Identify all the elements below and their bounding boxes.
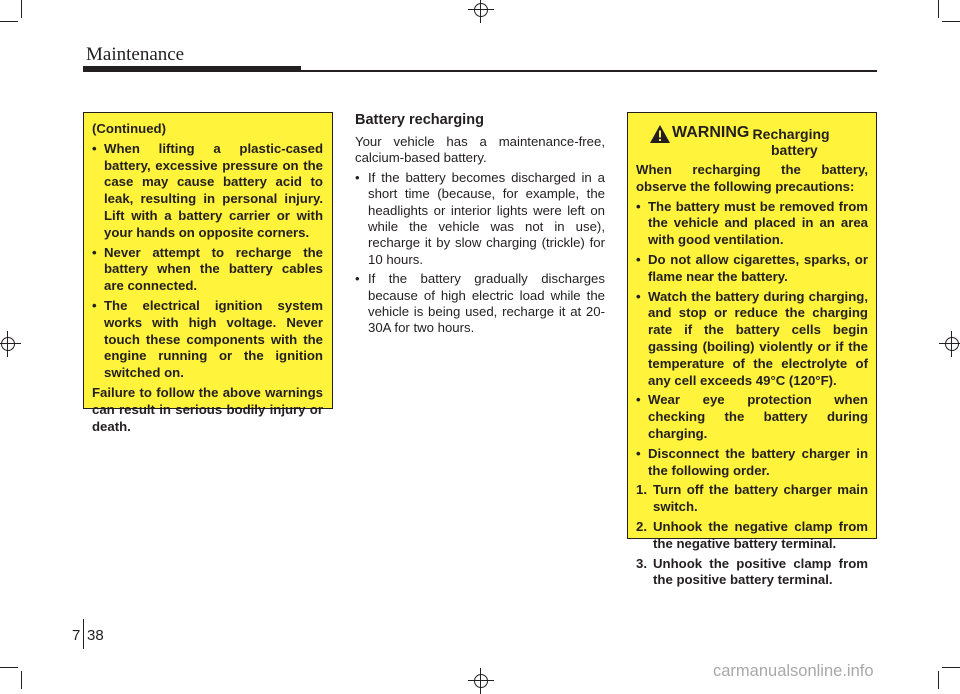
- registration-mark-bottom: [472, 672, 490, 690]
- caution-bullet: • Never attempt to recharge the battery when the battery cables are connected.: [92, 245, 323, 295]
- warning-intro: When recharging the battery, observe the following precautions:: [636, 162, 868, 194]
- warning-triangle-icon: [649, 124, 671, 144]
- header-rule-thick: [83, 66, 301, 72]
- recharge-bullet: • If the battery gradually discharges because of high electric load while the vehicle is being used, recharge it at 20-30A for two hours.: [355, 271, 605, 337]
- step-text: Unhook the positive clamp from the positive battery terminal.: [653, 555, 868, 588]
- warning-word: WARNING: [672, 124, 750, 141]
- battery-recharging-section: [355, 112, 605, 340]
- warning-bullet: • Wear eye protection when checking the battery during charging.: [636, 392, 868, 442]
- crop-mark-tl-h: [0, 21, 18, 22]
- caution-closing: Failure to follow the above warnings can result in serious bodily injury or death.: [92, 384, 323, 434]
- warning-step: [636, 556, 868, 590]
- step-number: 2.: [636, 518, 647, 534]
- crop-mark-br-h: [942, 667, 960, 668]
- crop-mark-br-v: [938, 671, 939, 689]
- warning-subtitle-line2: battery: [771, 142, 818, 158]
- step-text: Unhook the negative clamp from the negative battery terminal.: [653, 518, 868, 551]
- page-number: 38: [87, 627, 104, 644]
- crop-mark-bl-v: [21, 671, 22, 689]
- warning-bullet: • Disconnect the battery charger in the following order.: [636, 446, 868, 480]
- crop-mark-tr-v: [938, 0, 939, 18]
- warning-bullet: • Do not allow cigarettes, sparks, or flame near the battery.: [636, 252, 868, 286]
- crop-mark-tl-v: [21, 0, 22, 18]
- warning-step: [636, 519, 868, 553]
- warning-bullet: • Watch the battery during charging, and stop or reduce the charging rate if the battery cells begin gassing (boiling) violently or if the temperature of the electrolyte of any cell exceeds 49°C (120°F).: [636, 289, 868, 390]
- registration-mark-left: [0, 335, 17, 353]
- warning-subtitle-line1: - Recharging: [744, 126, 830, 142]
- chapter-number: 7: [72, 627, 81, 644]
- watermark: carmanualsonline.info: [713, 662, 874, 680]
- step-number: 1.: [636, 482, 647, 498]
- section-heading: Battery recharging: [355, 112, 484, 128]
- recharge-bullet: • If the battery becomes discharged in a short time (because, for example, the headlights or interior lights were left on while the vehicle was not in use), recharge it by slow charging (trickle) for 10 hours.: [355, 170, 605, 268]
- footer-rule: [83, 619, 84, 649]
- warning-bullet: • The battery must be removed from the vehicle and placed in an area with good ventilation.: [636, 199, 868, 249]
- crop-mark-tr-h: [942, 21, 960, 22]
- step-number: 3.: [636, 555, 647, 571]
- warning-step: [636, 482, 868, 516]
- section-intro: Your vehicle has a maintenance-free, calcium-based battery.: [355, 134, 605, 166]
- caution-bullet: • When lifting a plastic-cased battery, excessive pressure on the case may cause battery acid to leak, resulting in personal injury. Lift with a battery carrier or with your hands on opposite corners.: [92, 141, 323, 242]
- registration-mark-top: [472, 1, 490, 19]
- warning-box: [627, 112, 877, 588]
- continued-label: (Continued): [92, 121, 166, 136]
- registration-mark-right: [943, 335, 960, 353]
- header-rule-thin: [301, 70, 877, 72]
- step-text: Turn off the battery charger main switch.: [653, 482, 868, 515]
- crop-mark-bl-h: [0, 667, 18, 668]
- caution-bullet: • The electrical ignition system works with high voltage. Never touch these components with the engine running or the ignition switched on.: [92, 298, 323, 382]
- warning-header: [636, 122, 868, 162]
- section-title: Maintenance: [86, 44, 185, 65]
- caution-box-continued: [83, 112, 333, 434]
